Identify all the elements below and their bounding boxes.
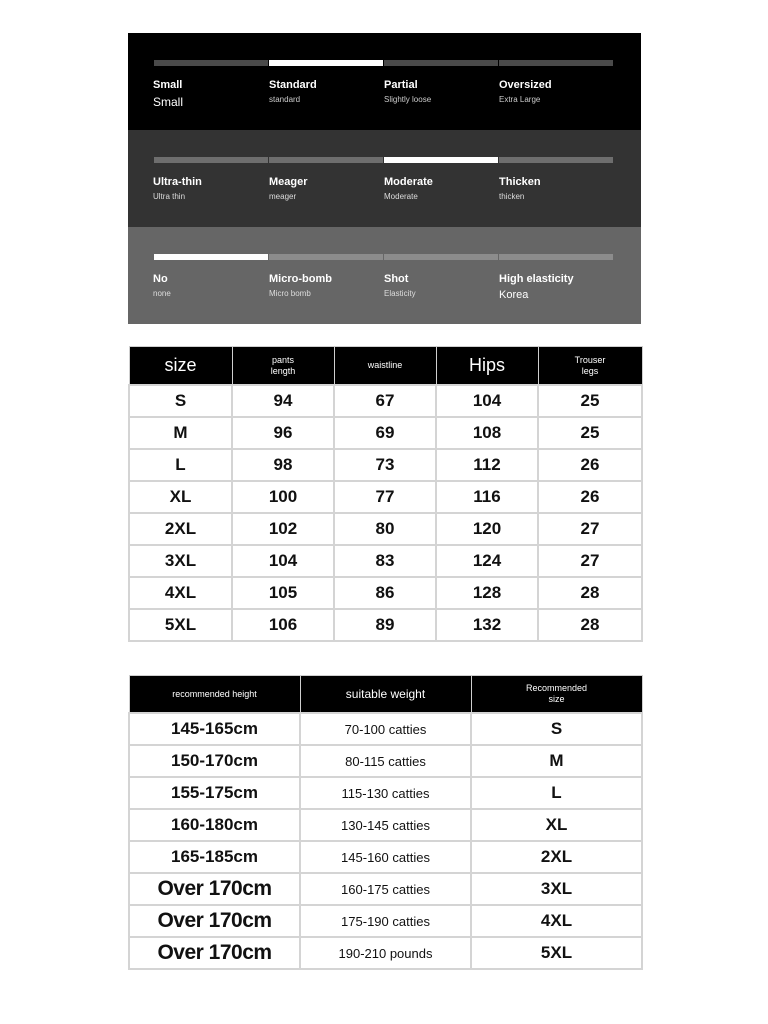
table-cell: 160-175 catties xyxy=(300,873,471,905)
table-cell: 175-190 catties xyxy=(300,905,471,937)
table-cell: 145-165cm xyxy=(129,713,300,745)
elasticity-band xyxy=(128,227,641,324)
thickness-band xyxy=(128,130,641,227)
option-label: Oversized xyxy=(499,79,552,91)
table-cell: 25 xyxy=(538,385,642,417)
table-cell: 150-170cm xyxy=(129,745,300,777)
option-label: Standard xyxy=(269,79,317,91)
table-cell: 115-130 catties xyxy=(300,777,471,809)
option-label: Partial xyxy=(384,79,418,91)
table-cell: 105 xyxy=(232,577,334,609)
recommendation-header-row xyxy=(129,676,642,714)
table-cell: 67 xyxy=(334,385,436,417)
option-sublabel: thicken xyxy=(499,192,525,201)
table-cell: 5XL xyxy=(471,937,642,969)
table-cell: 80 xyxy=(334,513,436,545)
table-cell: 190-210 pounds xyxy=(300,937,471,969)
size-table-header-row xyxy=(129,347,642,386)
table-cell: L xyxy=(129,449,232,481)
table-cell: 124 xyxy=(436,545,538,577)
table-cell: 80-115 catties xyxy=(300,745,471,777)
table-cell: 155-175cm xyxy=(129,777,300,809)
option-sublabel: meager xyxy=(269,192,297,201)
option-label: Ultra-thin xyxy=(153,176,202,188)
table-cell: Over 170cm xyxy=(129,905,300,937)
table-cell: 2XL xyxy=(129,513,232,545)
table-cell: 165-185cm xyxy=(129,841,300,873)
table-row xyxy=(129,449,642,481)
hips-header: Hips xyxy=(436,347,538,386)
level-segment xyxy=(269,157,383,163)
option-sublabel: Extra Large xyxy=(499,95,541,104)
option-label: Micro-bomb xyxy=(269,273,332,285)
table-cell: Over 170cm xyxy=(129,873,300,905)
table-cell: 5XL xyxy=(129,609,232,641)
table-cell: 26 xyxy=(538,481,642,513)
suitable-weight-header: suitable weight xyxy=(300,676,471,714)
level-segment xyxy=(384,254,498,260)
table-cell: Over 170cm xyxy=(129,937,300,969)
table-row xyxy=(129,609,642,641)
table-cell: 25 xyxy=(538,417,642,449)
option-sublabel: Moderate xyxy=(384,192,418,201)
attribute-bands xyxy=(128,33,641,324)
table-cell: 116 xyxy=(436,481,538,513)
table-cell: 70-100 catties xyxy=(300,713,471,745)
table-row xyxy=(129,745,642,777)
option-sublabel: Korea xyxy=(499,289,529,301)
level-segment xyxy=(499,157,613,163)
table-cell: 3XL xyxy=(129,545,232,577)
table-row xyxy=(129,481,642,513)
table-cell: 2XL xyxy=(471,841,642,873)
level-segment xyxy=(499,254,613,260)
table-row xyxy=(129,385,642,417)
table-cell: 96 xyxy=(232,417,334,449)
table-cell: 28 xyxy=(538,577,642,609)
level-segment xyxy=(154,254,268,260)
table-cell: S xyxy=(471,713,642,745)
option-sublabel: standard xyxy=(269,95,301,104)
recommendation-table-body xyxy=(129,713,642,969)
waistline-header: waistline xyxy=(334,347,436,386)
level-segment xyxy=(154,157,268,163)
option-sublabel: Elasticity xyxy=(384,289,416,298)
option-label: Shot xyxy=(384,273,409,285)
option-sublabel: Micro bomb xyxy=(269,289,311,298)
table-cell: 3XL xyxy=(471,873,642,905)
recommended-height-header: recommended height xyxy=(129,676,300,714)
level-segment xyxy=(269,254,383,260)
table-row xyxy=(129,713,642,745)
table-cell: 4XL xyxy=(129,577,232,609)
table-row xyxy=(129,905,642,937)
table-cell: 86 xyxy=(334,577,436,609)
table-cell: 100 xyxy=(232,481,334,513)
level-segment xyxy=(269,60,383,66)
table-cell: 108 xyxy=(436,417,538,449)
level-segment xyxy=(499,60,613,66)
table-cell: 104 xyxy=(232,545,334,577)
table-cell: 69 xyxy=(334,417,436,449)
table-row xyxy=(129,577,642,609)
table-cell: 26 xyxy=(538,449,642,481)
table-cell: 145-160 catties xyxy=(300,841,471,873)
trouser-legs-header: Trouser legs xyxy=(538,347,642,386)
table-cell: 120 xyxy=(436,513,538,545)
option-sublabel: Small xyxy=(153,95,184,109)
table-cell: 130-145 catties xyxy=(300,809,471,841)
option-sublabel: Slightly loose xyxy=(384,95,432,104)
table-cell: 83 xyxy=(334,545,436,577)
table-cell: 104 xyxy=(436,385,538,417)
option-label: Meager xyxy=(269,176,308,188)
table-cell: M xyxy=(471,745,642,777)
option-label: Thicken xyxy=(499,176,541,188)
option-label: High elasticity xyxy=(499,273,574,285)
table-cell: 73 xyxy=(334,449,436,481)
fit-band xyxy=(128,33,641,130)
table-cell: 4XL xyxy=(471,905,642,937)
pants-length-header: pants length xyxy=(232,347,334,386)
table-cell: 27 xyxy=(538,513,642,545)
recommended-size-header: Recommended size xyxy=(471,676,642,714)
table-cell: S xyxy=(129,385,232,417)
table-cell: 98 xyxy=(232,449,334,481)
table-row xyxy=(129,841,642,873)
option-label: Moderate xyxy=(384,176,433,188)
table-cell: 160-180cm xyxy=(129,809,300,841)
table-cell: 89 xyxy=(334,609,436,641)
table-cell: 128 xyxy=(436,577,538,609)
option-sublabel: Ultra thin xyxy=(153,192,186,201)
table-cell: 106 xyxy=(232,609,334,641)
table-cell: 102 xyxy=(232,513,334,545)
table-row xyxy=(129,513,642,545)
table-cell: 112 xyxy=(436,449,538,481)
level-segment xyxy=(384,157,498,163)
level-segment xyxy=(154,60,268,66)
option-label: Small xyxy=(153,79,183,91)
level-segment xyxy=(384,60,498,66)
option-label: No xyxy=(153,273,168,285)
recommendation-table xyxy=(128,675,643,970)
table-cell: 28 xyxy=(538,609,642,641)
table-row xyxy=(129,545,642,577)
table-cell: M xyxy=(129,417,232,449)
table-cell: 27 xyxy=(538,545,642,577)
table-cell: 94 xyxy=(232,385,334,417)
table-cell: XL xyxy=(129,481,232,513)
size-header: size xyxy=(129,347,232,386)
table-cell: 77 xyxy=(334,481,436,513)
table-row xyxy=(129,417,642,449)
size-table-body xyxy=(129,385,642,641)
option-sublabel: none xyxy=(153,289,171,298)
table-row xyxy=(129,809,642,841)
table-row xyxy=(129,777,642,809)
table-cell: L xyxy=(471,777,642,809)
table-cell: XL xyxy=(471,809,642,841)
table-row xyxy=(129,937,642,969)
size-table xyxy=(128,346,643,642)
table-cell: 132 xyxy=(436,609,538,641)
table-row xyxy=(129,873,642,905)
